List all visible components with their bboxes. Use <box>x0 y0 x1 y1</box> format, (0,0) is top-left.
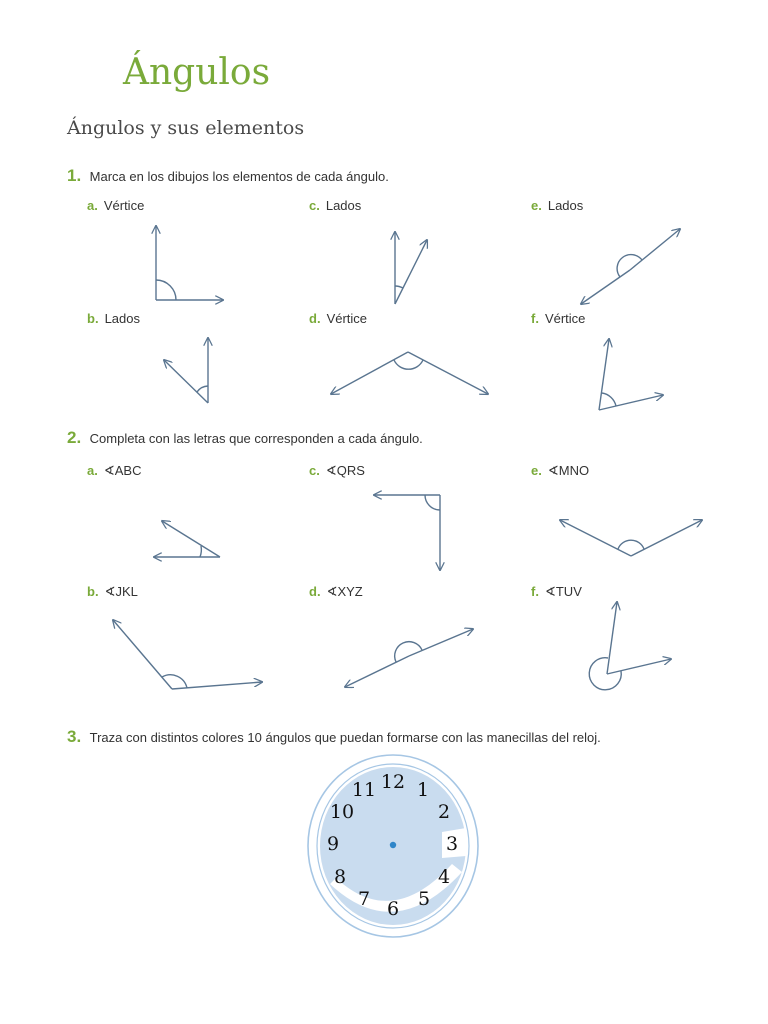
item-letter: e. <box>531 463 542 478</box>
clock-number: 11 <box>351 779 377 801</box>
item-letter: b. <box>87 584 99 599</box>
item-letter: a. <box>87 198 98 213</box>
item-letter: b. <box>87 311 99 326</box>
page-title: Ángulos <box>123 52 271 93</box>
item-label: Vértice <box>326 311 368 326</box>
item-label: TUV <box>555 584 582 599</box>
angle-figure-1a <box>156 226 223 300</box>
angle-figure-2b <box>113 620 262 689</box>
item-label: Lados <box>547 198 584 213</box>
item-label: Vértice <box>544 311 586 326</box>
exercise-number: 3. <box>67 727 82 746</box>
exercise-instruction: Completa con las letras que corresponden a cada ángulo. <box>89 431 423 446</box>
item-label: JKL <box>115 584 138 599</box>
clock-number: 2 <box>437 801 451 823</box>
angle-figure-1d <box>331 352 488 394</box>
item-label: MNO <box>558 463 590 478</box>
angle-symbol: ∢ <box>326 584 338 599</box>
exercise-instruction: Marca en los dibujos los elementos de cada ángulo. <box>89 169 389 184</box>
angle-figure-1f <box>599 339 663 410</box>
clock-number: 4 <box>437 866 451 888</box>
angle-figure-1e <box>581 229 680 304</box>
item-letter: e. <box>531 198 542 213</box>
clock-number: 10 <box>329 801 355 823</box>
clock-number: 8 <box>333 866 347 888</box>
angle-figure-1c <box>395 232 427 304</box>
clock-number: 9 <box>326 833 340 855</box>
clock-number: 1 <box>416 779 430 801</box>
item-letter: f. <box>531 584 539 599</box>
clock-number: 5 <box>417 888 431 910</box>
clock-number: 7 <box>357 888 371 910</box>
angle-figure-1b <box>164 338 208 403</box>
item-letter: c. <box>309 463 320 478</box>
item-label: Lados <box>104 311 140 326</box>
item-letter: d. <box>309 311 321 326</box>
item-label: ABC <box>114 463 142 478</box>
item-label: XYZ <box>337 584 363 599</box>
item-label: Vértice <box>103 198 145 213</box>
clock-number: 12 <box>380 771 406 793</box>
item-letter: d. <box>309 584 321 599</box>
clock-number: 3 <box>445 833 459 855</box>
item-letter: c. <box>309 198 320 213</box>
item-label: QRS <box>336 463 365 478</box>
angle-symbol: ∢ <box>103 463 115 478</box>
angle-figure-2c <box>374 495 440 570</box>
angle-symbol: ∢ <box>547 463 559 478</box>
item-letter: a. <box>87 463 98 478</box>
angle-figure-2d <box>345 629 473 687</box>
exercise-instruction: Traza con distintos colores 10 ángulos que puedan formarse con las manecillas del reloj. <box>89 730 601 745</box>
clock-center-dot <box>390 842 396 848</box>
exercise-number: 2. <box>67 428 82 447</box>
clock-number: 6 <box>386 898 400 920</box>
angle-symbol: ∢ <box>544 584 556 599</box>
angle-symbol: ∢ <box>325 463 337 478</box>
exercise-number: 1. <box>67 166 82 185</box>
angle-figure-2a <box>154 521 220 557</box>
item-label: Lados <box>325 198 362 213</box>
item-letter: f. <box>531 311 539 326</box>
angle-symbol: ∢ <box>104 584 116 599</box>
angle-figure-2f <box>589 602 671 690</box>
section-title: Ángulos y sus elementos <box>67 117 305 139</box>
angle-figure-2e <box>560 520 702 556</box>
